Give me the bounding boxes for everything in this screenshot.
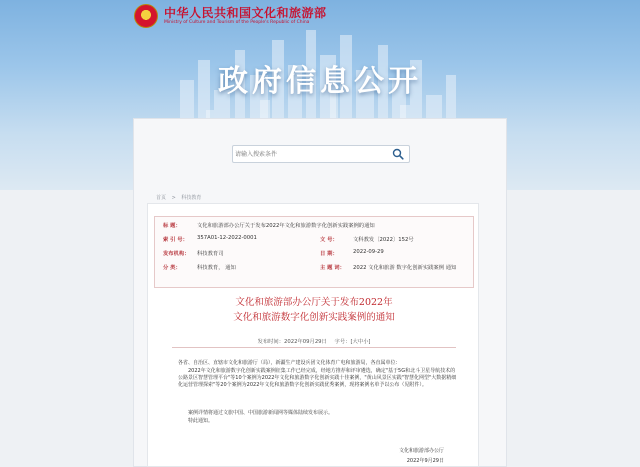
portal-title: 政府信息公开 (218, 64, 422, 99)
sign-date: 2022年9月29日 (406, 458, 444, 464)
meta-category-label: 分 类： (163, 265, 181, 271)
ministry-logo[interactable] (134, 3, 327, 29)
meta-row-issuer (155, 249, 475, 263)
meta-index-label: 索 引 号： (163, 237, 188, 243)
body-paragraph-main: 2022年文化和旅游数字化创新实践案例征集工作已经完成，经地方推荐和评审遴选，确定"基于5G和北斗卫星导航技术的公路景区智慧管理平台"等10个案例为2022年文化和旅游数字化创新实践十佳案例，"黄山风景区实践"智慧化网型"大数据精细化运营管理探索"等20个案例为2022年文化和旅游数字化创新实践优秀案例，现将案例名单予以公布（见附件）。 (178, 368, 457, 388)
search-icon[interactable] (392, 148, 404, 160)
breadcrumb-home-link[interactable]: 首页 (156, 195, 167, 201)
meta-row-title (155, 221, 475, 235)
document-card (147, 203, 479, 467)
font-size-switcher[interactable]: 字号：[大中小] (334, 339, 371, 345)
divider (172, 347, 456, 348)
document-title-line-2: 文化和旅游数字化创新实践案例的通知 (233, 312, 395, 323)
meta-date-value: 2022-09-29 (353, 249, 384, 255)
meta-row-category (155, 263, 475, 277)
meta-issuer-label: 发布机构： (163, 251, 190, 257)
meta-row-index (155, 235, 475, 249)
search-input[interactable] (235, 147, 385, 161)
publish-date: 发布时间：2022年09月29日 (257, 339, 327, 345)
national-emblem-icon (134, 4, 158, 28)
meta-index-value: 357A01-12-2022-0001 (197, 235, 257, 241)
ministry-name-cn: 中华人民共和国文化和旅游部 (164, 6, 327, 20)
meta-category-value: 科技教育， 通知 (197, 265, 236, 271)
body-paragraph-notice: 案例详情将通过文旅中国、中国旅游新闻网等媒体陆续发布展示。 (188, 410, 334, 416)
search-box (232, 145, 410, 163)
ministry-name-en: Ministry of Culture and Tourism of the People's Republic of China (164, 20, 310, 25)
body-paragraph-closing: 特此通知。 (188, 418, 214, 424)
meta-keywords-value: 2022 文化和旅游 数字化创新实践案例 通知 (353, 265, 457, 271)
meta-issuer-value: 科技教育司 (197, 251, 224, 257)
breadcrumb (156, 194, 205, 201)
meta-date-label: 日 期： (320, 251, 338, 257)
meta-keywords-label: 主 题 词： (320, 265, 345, 271)
meta-title-label: 标 题： (163, 223, 181, 229)
body-paragraph-salutation: 各省、自治区、直辖市文化和旅游厅（局），新疆生产建设兵团文化体育广电和旅游局，各直属单位： (178, 360, 401, 366)
signature: 文化和旅游部办公厅 (398, 448, 444, 454)
document-info-line (148, 337, 480, 345)
meta-title-value: 文化和旅游部办公厅关于发布2022年文化和旅游数字化创新实践案例的通知 (197, 223, 375, 229)
breadcrumb-separator: > (171, 195, 176, 201)
document-meta-table (154, 216, 474, 288)
document-title-line-1: 文化和旅游部办公厅关于发布2022年 (235, 297, 393, 308)
breadcrumb-category-link[interactable]: 科技教育 (181, 195, 202, 201)
meta-docno-label: 文 号： (320, 237, 338, 243)
meta-docno-value: 文科教发〔2022〕152号 (353, 237, 414, 243)
